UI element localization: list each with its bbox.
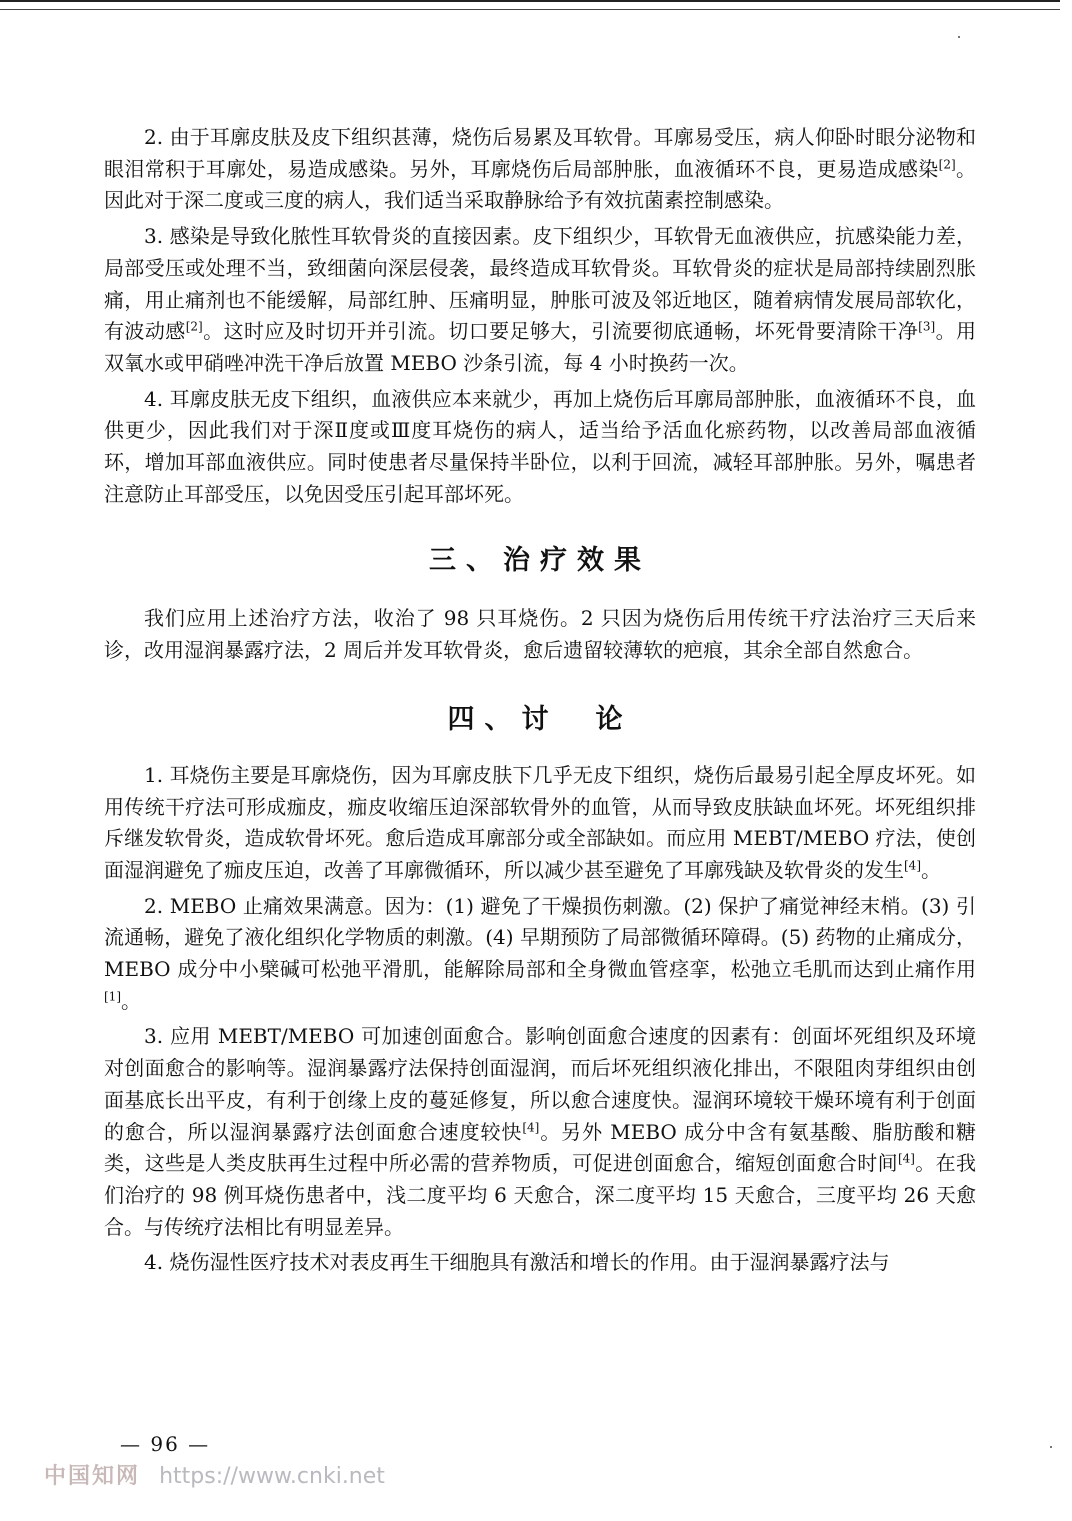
paragraph-discussion-1: 1. 耳烧伤主要是耳廓烧伤，因为耳廓皮肤下几乎无皮下组织，烧伤后最易引起全厚皮坏死。如用传统干疗法可形成痂皮，痂皮收缩压迫深部软骨外的血管，从而导致皮肤缺血坏死。坏死组织排斥继发软骨炎，造成软骨坏死。愈后造成耳廓部分或全部缺如。而应用 MEBT/MEBO 疗法，使创面湿润避免了痂皮压迫，改善了耳廓微循环，所以减少甚至避免了耳廓残缺及软骨炎的发生[4]。 (104, 762, 976, 882)
citation-ref: [3] (918, 319, 936, 334)
scan-speck (958, 36, 960, 38)
paragraph-discussion-4: 4. 烧伤湿性医疗技术对表皮再生干细胞具有激活和增长的作用。由于湿润暴露疗法与 (144, 1250, 890, 1275)
cnki-url: https://www.cnki.net (159, 1464, 385, 1489)
paragraph-results: 我们应用上述治疗方法，收治了 98 只耳烧伤。2 只因为烧伤后用传统干疗法治疗三天后来诊，改用湿润暴露疗法，2 周后并发耳软骨炎，愈后遗留较薄软的疤痕，其余全部自然愈合。 (104, 606, 976, 663)
paragraph-discussion-2: 2. MEBO 止痛效果满意。因为：(1) 避免了干燥损伤刺激。(2) 保护了痛觉神经末梢。(3) 引流通畅，避免了液化组织化学物质的刺激。(4) 早期预防了局部微循环障碍。(5) 药物的止痛成分，MEBO 成分中小檗碱可松弛平滑肌，能解除局部和全身微血管痉挛，松弛立毛肌而达到止痛作用[1]。 (104, 893, 976, 1013)
page-body (104, 122, 976, 1283)
citation-ref: [4] (904, 858, 921, 873)
cnki-logo-text: 中国知网 (44, 1464, 141, 1489)
page-number: — 96 — (120, 1432, 211, 1456)
paragraph-point-2: 2. 由于耳廓皮肤及皮下组织甚薄，烧伤后易累及耳软骨。耳廓易受压，病人仰卧时眼分泌物和眼泪常积于耳廓处，易造成感染。另外，耳廓烧伤后局部肿胀，血液循环不良，更易造成感染[2]。因此对于深二度或三度的病人，我们适当采取静脉给予有效抗菌素控制感染。 (104, 125, 977, 213)
scan-speck (1050, 1446, 1052, 1448)
paragraph-point-4: 4. 耳廓皮肤无皮下组织，血液供应本来就少，再加上烧伤后耳廓局部肿胀，血液循环不良，血供更少，因此我们对于深Ⅱ度或Ⅲ度耳烧伤的病人，适当给予活血化瘀药物，以改善局部血液循环，增加耳部血液供应。同时使患者尽量保持半卧位，以利于回流，减轻耳部肿胀。另外，嘱患者注意防止耳部受压，以免因受压引起耳部坏死。 (104, 386, 976, 506)
citation-ref: [1] (104, 989, 121, 1004)
paragraph-discussion-3: 3. 应用 MEBT/MEBO 可加速创面愈合。影响创面愈合速度的因素有：创面坏死组织及环境对创面愈合的影响等。湿润暴露疗法保持创面湿润，而后坏死组织液化排出，不限阻肉芽组织由创面基底长出平皮，有利于创缘上皮的蔓延修复，所以愈合速度快。湿润环境较干燥环境有利于创面的愈合，所以湿润暴露疗法创面愈合速度较快[4]。另外 MEBO 成分中含有氨基酸、脂肪酸和糖类，这些是人类皮肤再生过程中所必需的营养物质，可促进创面愈合，缩短创面愈合时间[4]。在我们治疗的 98 例耳烧伤患者中，浅二度平均 6 天愈合，深二度平均 15 天愈合，三度平均 26 天愈合。与传统疗法相比有明显差异。 (104, 1024, 977, 1239)
top-border-rule (0, 0, 1060, 10)
citation-ref: [2] (938, 157, 956, 172)
citation-ref: [4] (522, 1119, 540, 1134)
citation-ref: [4] (897, 1151, 915, 1166)
section-heading-results: 三、治疗效果 (429, 545, 651, 577)
citation-ref: [2] (185, 319, 203, 334)
paragraph-point-3: 3. 感染是导致化脓性耳软骨炎的直接因素。皮下组织少，耳软骨无血液供应，抗感染能力差，局部受压或处理不当，致细菌向深层侵袭，最终造成耳软骨炎。耳软骨炎的症状是局部持续剧烈胀痛，用止痛剂也不能缓解，局部红肿、压痛明显，肿胀可波及邻近地区，随着病情发展局部软化，有波动感[2]。这时应及时切开并引流。切口要足够大，引流要彻底通畅，坏死骨要清除干净[3]。用双氧水或甲硝唑冲洗干净后放置 MEBO 沙条引流，每 4 小时换药一次。 (104, 224, 977, 375)
section-heading-discussion: 四、讨 论 (447, 703, 633, 735)
cnki-watermark (44, 1459, 385, 1490)
